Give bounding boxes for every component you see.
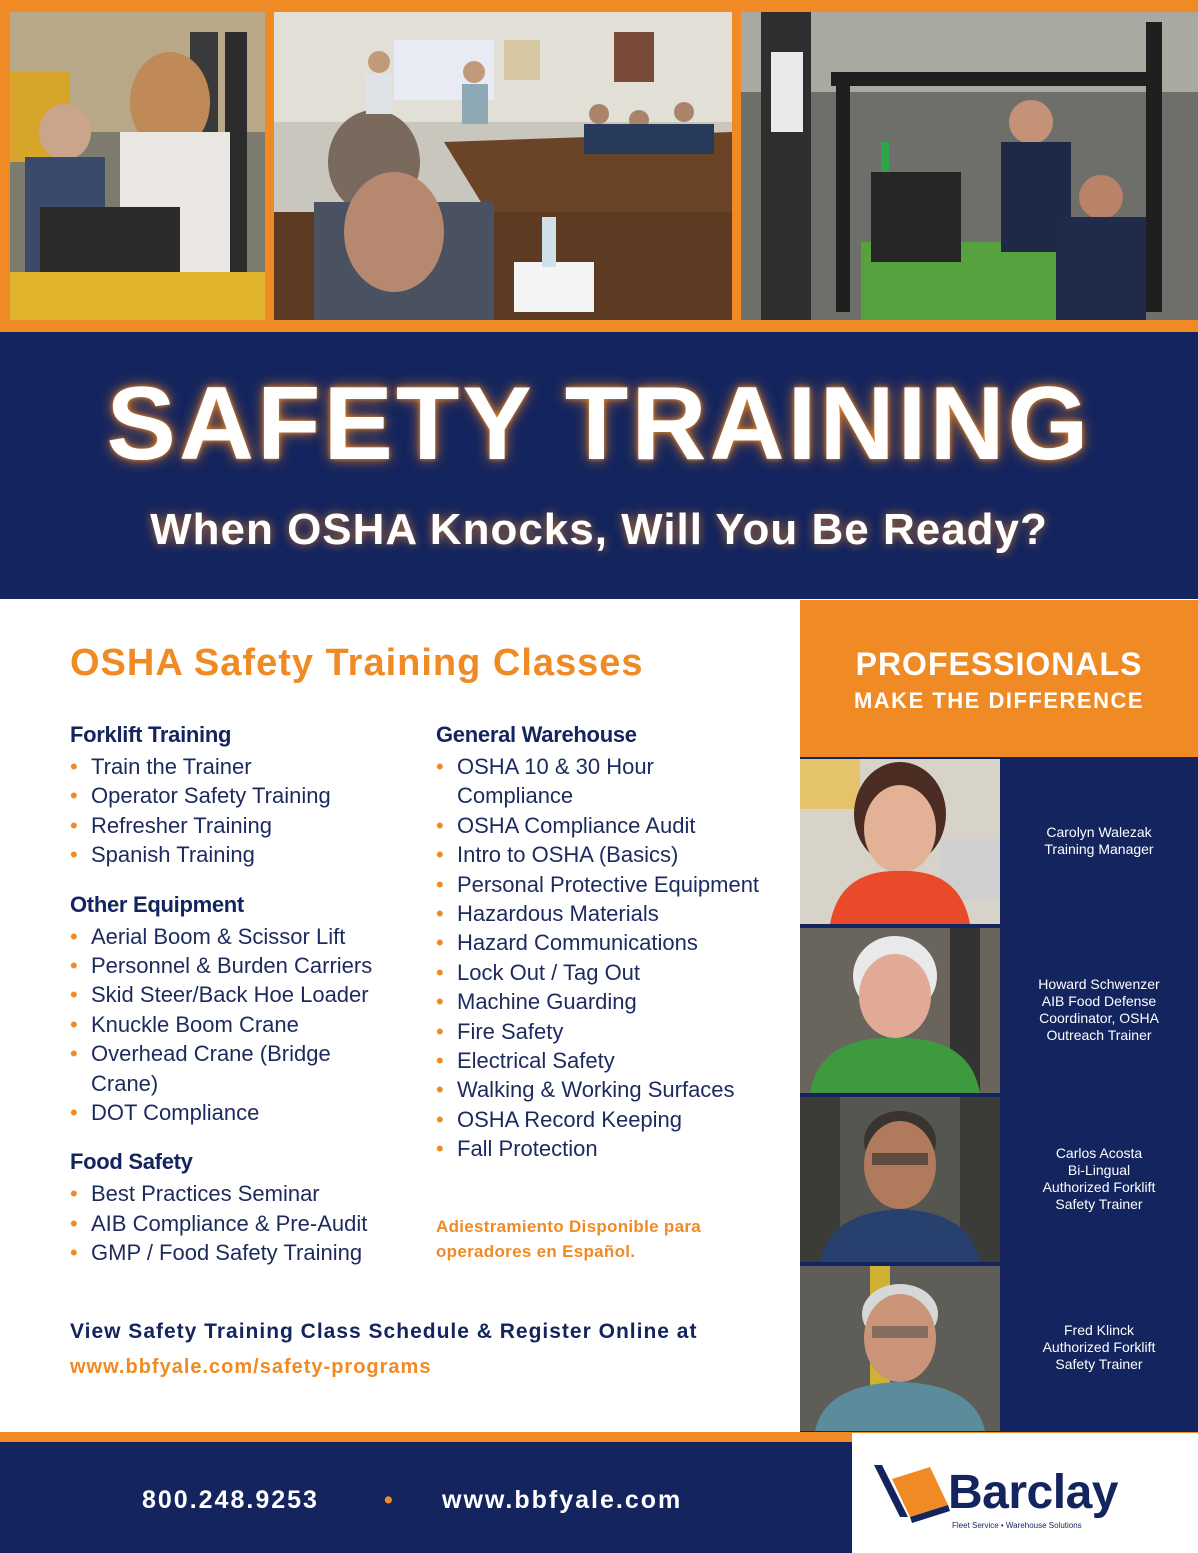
professionals-header <box>800 600 1198 757</box>
trainer-photo <box>800 1097 1000 1262</box>
class-list <box>70 1179 410 1267</box>
trainer-card <box>800 926 1198 1093</box>
trainer-name: Howard Schwenzer <box>1038 975 1160 992</box>
trainer-caption <box>1000 1095 1198 1262</box>
category-other-equipment <box>70 892 410 1128</box>
spanish-training-note: Adiestramiento Disponible para operadores en Español. <box>436 1217 701 1261</box>
list-item: • Fire Safety <box>436 1017 781 1046</box>
trainer-photo <box>800 928 1000 1093</box>
list-item: • GMP / Food Safety Training <box>70 1238 410 1267</box>
category-title: Other Equipment <box>70 891 244 917</box>
title-banner <box>0 332 1198 599</box>
trainer-name: Fred Klinck <box>1063 1322 1135 1338</box>
trainer-role: Safety Trainer <box>1055 1195 1143 1212</box>
list-item: • OSHA Record Keeping <box>436 1105 781 1134</box>
logo-tagline: Fleet Service • Warehouse Solutions <box>952 1521 1082 1530</box>
list-item: • Spanish Training <box>70 840 410 869</box>
list-item: • Aerial Boom & Scissor Lift <box>70 922 410 951</box>
list-item: • Refresher Training <box>70 811 410 840</box>
category-title: General Warehouse <box>436 722 637 747</box>
phone-number[interactable]: 800.248.9253 <box>142 1486 319 1514</box>
list-item: • Machine Guarding <box>436 987 781 1016</box>
category-food-safety <box>70 1149 410 1267</box>
trainer-photo <box>800 1266 1000 1431</box>
class-list <box>70 752 410 870</box>
trainer-caption <box>1000 1264 1198 1431</box>
list-item: • Hazard Communications <box>436 928 781 957</box>
trainer-role: Coordinator, OSHA <box>1039 1009 1159 1026</box>
list-item: • Intro to OSHA (Basics) <box>436 840 781 869</box>
separator-dot: • <box>384 1486 393 1514</box>
list-item: • Skid Steer/Back Hoe Loader <box>70 980 410 1009</box>
trainer-role: Safety Trainer <box>1055 1356 1143 1372</box>
category-forklift-training <box>70 722 410 870</box>
page-subtitle: When OSHA Knocks, Will You Be Ready? <box>150 505 1048 554</box>
trainer-caption <box>1000 926 1198 1093</box>
professionals-title: PROFESSIONALS <box>855 646 1143 682</box>
list-item: • Fall Protection <box>436 1134 781 1163</box>
trainer-caption <box>1000 757 1198 924</box>
list-item: • Best Practices Seminar <box>70 1179 410 1208</box>
classes-title: OSHA Safety Training Classes <box>70 642 644 684</box>
professionals-panel <box>800 757 1198 1433</box>
list-item: • Overhead Crane (Bridge Crane) <box>70 1039 381 1098</box>
register-link[interactable]: www.bbfyale.com/safety-programs <box>70 1356 432 1378</box>
list-item: • Lock Out / Tag Out <box>436 958 781 987</box>
logo-name: Barclay <box>948 1466 1118 1519</box>
professionals-subtitle: MAKE THE DIFFERENCE <box>853 688 1145 713</box>
list-item: • Train the Trainer <box>70 752 410 781</box>
trainer-role: Authorized Forklift <box>1042 1339 1156 1355</box>
trainer-card <box>800 1264 1198 1431</box>
forklift-operator-photo <box>10 12 265 320</box>
trainer-card <box>800 757 1198 924</box>
photo-strip <box>0 0 1198 332</box>
list-item: • Personal Protective Equipment <box>436 870 781 899</box>
classes-left-column <box>70 722 410 1290</box>
class-list <box>436 752 781 1164</box>
category-title: Forklift Training <box>70 722 232 747</box>
category-general-warehouse <box>436 722 781 1164</box>
list-item: • DOT Compliance <box>70 1098 410 1127</box>
class-list <box>70 922 410 1128</box>
category-title: Food Safety <box>70 1149 193 1175</box>
trainer-role: AIB Food Defense <box>1041 992 1157 1009</box>
trainer-photo <box>800 759 1000 924</box>
classes-right-column <box>436 722 781 1186</box>
list-item: • AIB Compliance & Pre-Audit <box>70 1209 410 1238</box>
list-item: • Walking & Working Surfaces <box>436 1075 781 1104</box>
website-link[interactable]: www.bbfyale.com <box>442 1486 683 1514</box>
trainer-role: Training Manager <box>1044 840 1154 857</box>
list-item: • Operator Safety Training <box>70 781 410 810</box>
list-item: • Electrical Safety <box>436 1046 781 1075</box>
list-item: • OSHA Compliance Audit <box>436 811 781 840</box>
register-text: View Safety Training Class Schedule & Register Online at <box>70 1320 698 1343</box>
trainer-role: Authorized Forklift <box>1042 1178 1156 1195</box>
list-item: • Hazardous Materials <box>436 899 781 928</box>
barclay-logo <box>852 1433 1198 1553</box>
barclay-logo-icon <box>870 1455 956 1527</box>
trainer-role: Bi-Lingual <box>1067 1161 1131 1178</box>
trainer-card <box>800 1095 1198 1262</box>
list-item: • Knuckle Boom Crane <box>70 1010 410 1039</box>
trainer-name: Carolyn Walezak <box>1046 823 1152 840</box>
forklift-inspection-photo <box>741 12 1198 320</box>
classroom-training-photo <box>274 12 732 320</box>
list-item: • Personnel & Burden Carriers <box>70 951 410 980</box>
list-item: • OSHA 10 & 30 Hour Compliance <box>436 752 707 811</box>
page-title: SAFETY TRAINING <box>106 366 1092 482</box>
trainer-name: Carlos Acosta <box>1055 1144 1143 1161</box>
trainer-role: Outreach Trainer <box>1046 1026 1152 1043</box>
